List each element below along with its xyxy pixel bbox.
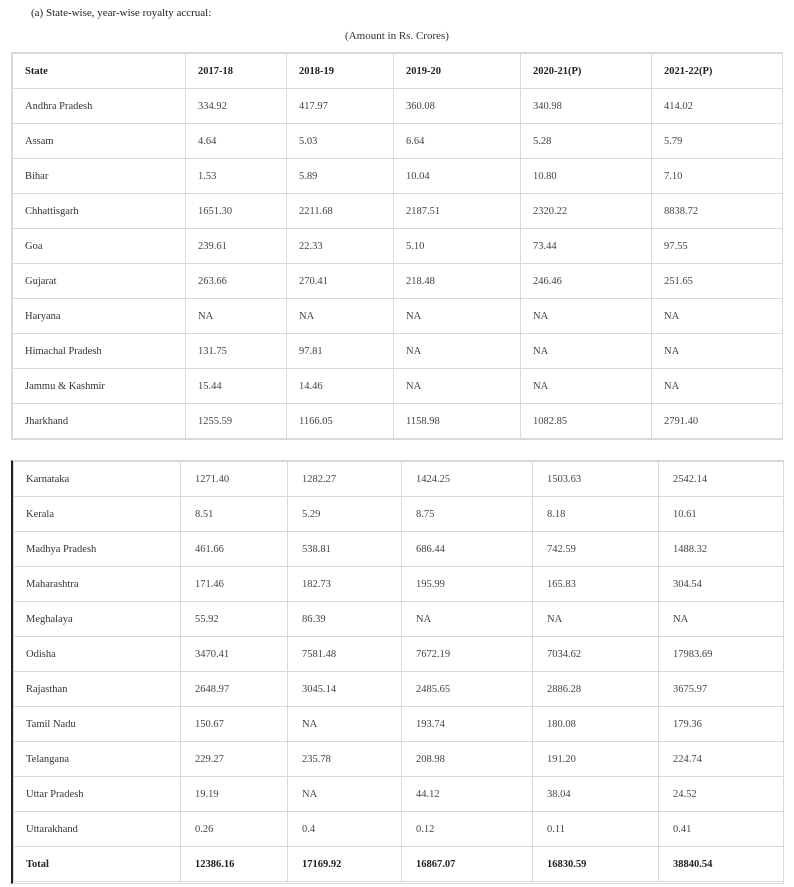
state-name-cell: Assam bbox=[13, 124, 186, 159]
royalty-value-cell: 417.97 bbox=[287, 89, 394, 124]
royalty-value-cell: 7034.62 bbox=[533, 637, 659, 672]
royalty-value-cell: 2211.68 bbox=[287, 194, 394, 229]
royalty-value-cell: 97.81 bbox=[287, 334, 394, 369]
state-name-cell: Bihar bbox=[13, 159, 186, 194]
royalty-table-part-2 bbox=[11, 460, 784, 884]
royalty-value-cell: NA bbox=[394, 369, 521, 404]
royalty-value-cell: 55.92 bbox=[181, 602, 288, 637]
state-name-cell: Andhra Pradesh bbox=[13, 89, 186, 124]
header-2017-18: 2017-18 bbox=[186, 54, 287, 89]
royalty-table-2 bbox=[13, 461, 784, 882]
royalty-value-cell: 150.67 bbox=[181, 707, 288, 742]
header-state: State bbox=[13, 54, 186, 89]
state-name-cell: Chhattisgarh bbox=[13, 194, 186, 229]
table-row bbox=[14, 812, 784, 847]
royalty-value-cell: 263.66 bbox=[186, 264, 287, 299]
royalty-value-cell: 742.59 bbox=[533, 532, 659, 567]
royalty-value-cell: NA bbox=[521, 334, 652, 369]
table-row bbox=[13, 264, 783, 299]
royalty-value-cell: 5.03 bbox=[287, 124, 394, 159]
royalty-value-cell: 6.64 bbox=[394, 124, 521, 159]
royalty-value-cell: 182.73 bbox=[288, 567, 402, 602]
royalty-value-cell: NA bbox=[652, 369, 783, 404]
royalty-value-cell: 461.66 bbox=[181, 532, 288, 567]
royalty-value-cell: NA bbox=[394, 334, 521, 369]
royalty-value-cell: 191.20 bbox=[533, 742, 659, 777]
table-row bbox=[14, 777, 784, 812]
total-value-cell: 16830.59 bbox=[533, 847, 659, 882]
amount-unit-text: (Amount in Rs. Crores) bbox=[345, 30, 449, 42]
state-name-cell: Jharkhand bbox=[13, 404, 186, 439]
royalty-value-cell: 1082.85 bbox=[521, 404, 652, 439]
royalty-value-cell: 340.98 bbox=[521, 89, 652, 124]
royalty-value-cell: 0.26 bbox=[181, 812, 288, 847]
table-row bbox=[14, 532, 784, 567]
royalty-value-cell: 246.46 bbox=[521, 264, 652, 299]
state-name-cell: Goa bbox=[13, 229, 186, 264]
royalty-value-cell: 686.44 bbox=[402, 532, 533, 567]
state-name-cell: Uttarakhand bbox=[14, 812, 181, 847]
royalty-value-cell: 414.02 bbox=[652, 89, 783, 124]
royalty-value-cell: 7.10 bbox=[652, 159, 783, 194]
total-value-cell: 12386.16 bbox=[181, 847, 288, 882]
royalty-value-cell: 8.75 bbox=[402, 497, 533, 532]
royalty-value-cell: 15.44 bbox=[186, 369, 287, 404]
royalty-value-cell: 1166.05 bbox=[287, 404, 394, 439]
table-row bbox=[13, 89, 783, 124]
royalty-value-cell: 1282.27 bbox=[288, 462, 402, 497]
royalty-value-cell: 86.39 bbox=[288, 602, 402, 637]
royalty-value-cell: NA bbox=[652, 299, 783, 334]
state-name-cell: Haryana bbox=[13, 299, 186, 334]
royalty-value-cell: NA bbox=[394, 299, 521, 334]
state-name-cell: Meghalaya bbox=[14, 602, 181, 637]
royalty-value-cell: 0.41 bbox=[659, 812, 784, 847]
royalty-value-cell: 8.51 bbox=[181, 497, 288, 532]
state-name-cell: Gujarat bbox=[13, 264, 186, 299]
royalty-value-cell: 2542.14 bbox=[659, 462, 784, 497]
royalty-value-cell: 8838.72 bbox=[652, 194, 783, 229]
royalty-value-cell: 2320.22 bbox=[521, 194, 652, 229]
table-row bbox=[14, 462, 784, 497]
royalty-value-cell: 7672.19 bbox=[402, 637, 533, 672]
royalty-value-cell: 0.12 bbox=[402, 812, 533, 847]
royalty-value-cell: 17983.69 bbox=[659, 637, 784, 672]
table-row bbox=[14, 707, 784, 742]
royalty-value-cell: NA bbox=[652, 334, 783, 369]
royalty-value-cell: 2485.65 bbox=[402, 672, 533, 707]
table-row bbox=[13, 194, 783, 229]
royalty-value-cell: 171.46 bbox=[181, 567, 288, 602]
state-name-cell: Himachal Pradesh bbox=[13, 334, 186, 369]
royalty-value-cell: 7581.48 bbox=[288, 637, 402, 672]
table-row bbox=[14, 567, 784, 602]
royalty-value-cell: 193.74 bbox=[402, 707, 533, 742]
royalty-value-cell: 5.28 bbox=[521, 124, 652, 159]
royalty-value-cell: 5.29 bbox=[288, 497, 402, 532]
royalty-value-cell: 180.08 bbox=[533, 707, 659, 742]
royalty-value-cell: 1488.32 bbox=[659, 532, 784, 567]
royalty-value-cell: 1503.63 bbox=[533, 462, 659, 497]
royalty-value-cell: 14.46 bbox=[287, 369, 394, 404]
royalty-value-cell: 8.18 bbox=[533, 497, 659, 532]
royalty-value-cell: 3470.41 bbox=[181, 637, 288, 672]
royalty-value-cell: 251.65 bbox=[652, 264, 783, 299]
royalty-value-cell: 239.61 bbox=[186, 229, 287, 264]
table-row bbox=[13, 229, 783, 264]
state-name-cell: Telangana bbox=[14, 742, 181, 777]
table-row bbox=[14, 637, 784, 672]
royalty-value-cell: 165.83 bbox=[533, 567, 659, 602]
header-2018-19: 2018-19 bbox=[287, 54, 394, 89]
royalty-value-cell: NA bbox=[521, 299, 652, 334]
royalty-value-cell: 270.41 bbox=[287, 264, 394, 299]
royalty-value-cell: 179.36 bbox=[659, 707, 784, 742]
royalty-value-cell: 1271.40 bbox=[181, 462, 288, 497]
royalty-value-cell: 1424.25 bbox=[402, 462, 533, 497]
royalty-value-cell: 208.98 bbox=[402, 742, 533, 777]
state-name-cell: Odisha bbox=[14, 637, 181, 672]
royalty-value-cell: NA bbox=[288, 777, 402, 812]
royalty-value-cell: 334.92 bbox=[186, 89, 287, 124]
table-header-row bbox=[13, 54, 783, 89]
royalty-value-cell: NA bbox=[521, 369, 652, 404]
table-row bbox=[13, 124, 783, 159]
royalty-value-cell: 19.19 bbox=[181, 777, 288, 812]
state-name-cell: Jammu & Kashmir bbox=[13, 369, 186, 404]
table-row bbox=[14, 497, 784, 532]
royalty-value-cell: 195.99 bbox=[402, 567, 533, 602]
royalty-value-cell: 10.04 bbox=[394, 159, 521, 194]
royalty-value-cell: NA bbox=[659, 602, 784, 637]
table-row bbox=[14, 742, 784, 777]
royalty-value-cell: 44.12 bbox=[402, 777, 533, 812]
royalty-value-cell: 3045.14 bbox=[288, 672, 402, 707]
royalty-value-cell: 73.44 bbox=[521, 229, 652, 264]
total-value-cell: 38840.54 bbox=[659, 847, 784, 882]
royalty-value-cell: 24.52 bbox=[659, 777, 784, 812]
state-name-cell: Tamil Nadu bbox=[14, 707, 181, 742]
header-2021-22: 2021-22(P) bbox=[652, 54, 783, 89]
royalty-table-1 bbox=[12, 53, 783, 439]
total-row bbox=[14, 847, 784, 882]
royalty-value-cell: 10.61 bbox=[659, 497, 784, 532]
royalty-value-cell: 538.81 bbox=[288, 532, 402, 567]
royalty-value-cell: 5.10 bbox=[394, 229, 521, 264]
royalty-value-cell: 1255.59 bbox=[186, 404, 287, 439]
amount-unit-note bbox=[0, 30, 794, 42]
royalty-value-cell: 224.74 bbox=[659, 742, 784, 777]
royalty-value-cell: 10.80 bbox=[521, 159, 652, 194]
table-row bbox=[13, 159, 783, 194]
table-row bbox=[13, 369, 783, 404]
table-row bbox=[13, 404, 783, 439]
royalty-value-cell: 0.11 bbox=[533, 812, 659, 847]
state-name-cell: Uttar Pradesh bbox=[14, 777, 181, 812]
royalty-value-cell: 1158.98 bbox=[394, 404, 521, 439]
royalty-value-cell: NA bbox=[402, 602, 533, 637]
royalty-value-cell: 131.75 bbox=[186, 334, 287, 369]
royalty-value-cell: 4.64 bbox=[186, 124, 287, 159]
royalty-value-cell: 229.27 bbox=[181, 742, 288, 777]
royalty-value-cell: NA bbox=[287, 299, 394, 334]
state-name-cell: Madhya Pradesh bbox=[14, 532, 181, 567]
table-row bbox=[13, 334, 783, 369]
royalty-value-cell: 2187.51 bbox=[394, 194, 521, 229]
total-value-cell: 16867.07 bbox=[402, 847, 533, 882]
royalty-value-cell: 2648.97 bbox=[181, 672, 288, 707]
royalty-value-cell: 1.53 bbox=[186, 159, 287, 194]
royalty-value-cell: 218.48 bbox=[394, 264, 521, 299]
royalty-value-cell: 1651.30 bbox=[186, 194, 287, 229]
royalty-value-cell: 0.4 bbox=[288, 812, 402, 847]
state-name-cell: Rajasthan bbox=[14, 672, 181, 707]
royalty-value-cell: NA bbox=[288, 707, 402, 742]
state-name-cell: Maharashtra bbox=[14, 567, 181, 602]
royalty-value-cell: 235.78 bbox=[288, 742, 402, 777]
royalty-value-cell: 38.04 bbox=[533, 777, 659, 812]
royalty-value-cell: 3675.97 bbox=[659, 672, 784, 707]
total-label-cell: Total bbox=[14, 847, 181, 882]
royalty-value-cell: 360.08 bbox=[394, 89, 521, 124]
table-row bbox=[13, 299, 783, 334]
total-value-cell: 17169.92 bbox=[288, 847, 402, 882]
header-2020-21: 2020-21(P) bbox=[521, 54, 652, 89]
table-row bbox=[14, 602, 784, 637]
royalty-value-cell: 5.89 bbox=[287, 159, 394, 194]
royalty-value-cell: 5.79 bbox=[652, 124, 783, 159]
royalty-value-cell: 2886.28 bbox=[533, 672, 659, 707]
royalty-value-cell: 22.33 bbox=[287, 229, 394, 264]
royalty-table-part-1 bbox=[11, 52, 783, 440]
royalty-value-cell: 97.55 bbox=[652, 229, 783, 264]
royalty-value-cell: NA bbox=[533, 602, 659, 637]
state-name-cell: Karnataka bbox=[14, 462, 181, 497]
state-name-cell: Kerala bbox=[14, 497, 181, 532]
table-caption: (a) State-wise, year-wise royalty accrual: bbox=[31, 7, 212, 19]
royalty-value-cell: 304.54 bbox=[659, 567, 784, 602]
royalty-value-cell: 2791.40 bbox=[652, 404, 783, 439]
royalty-value-cell: NA bbox=[186, 299, 287, 334]
table-row bbox=[14, 672, 784, 707]
header-2019-20: 2019-20 bbox=[394, 54, 521, 89]
